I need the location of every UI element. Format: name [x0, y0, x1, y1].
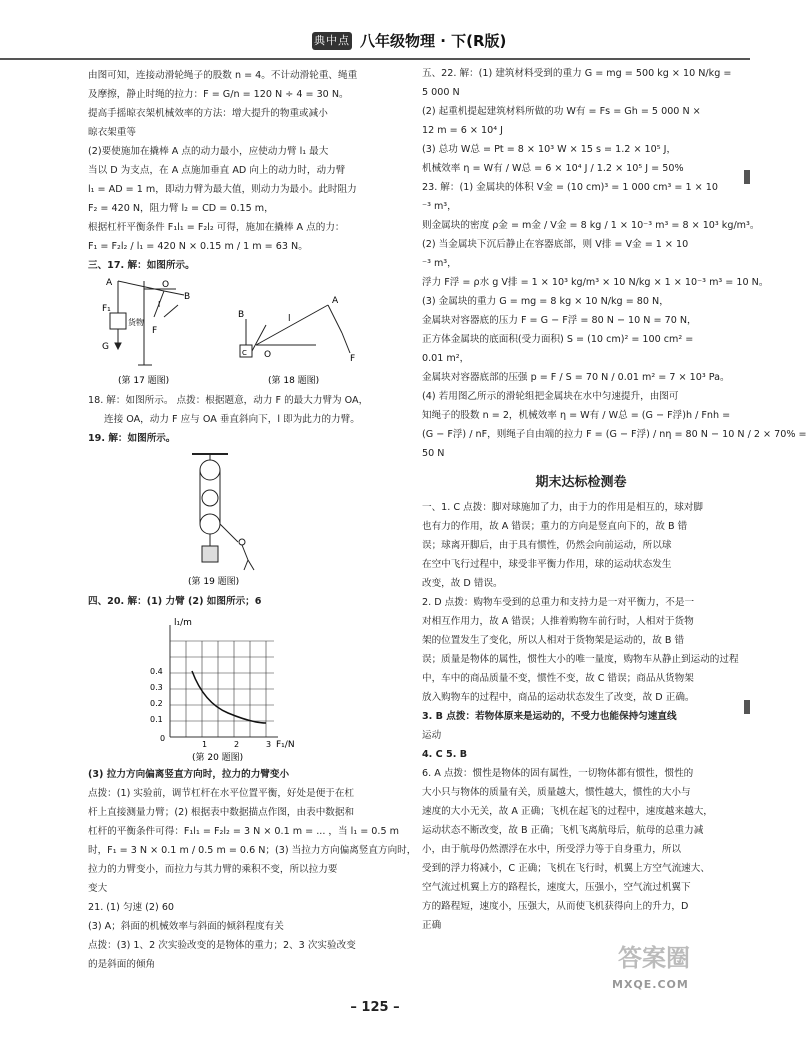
answer-line: 一、1. C 点拨：脚对球施加了力，由于力的作用是相互的，球对脚 [422, 502, 703, 513]
fig20-curve [192, 671, 266, 723]
fig19-caption: (第 19 题图) [188, 577, 240, 587]
fig18-caption: (第 18 题图) [268, 376, 320, 386]
note-line: 杆上直接测量力臂；(2) 根据表中数据描点作图，由表中数据和 [88, 807, 355, 818]
fig17-caption: (第 17 题图) [118, 376, 170, 386]
answer-line: 受到的浮力将减小，C 正确；飞机在飞行时，机翼上方空气流速大、 [422, 863, 710, 874]
answer-line: 4. C 5. B [422, 749, 468, 760]
note-line: 拉力的力臂变小，而拉力与其力臂的乘积不变，所以拉力要 [88, 864, 338, 875]
fig17-label: B [184, 292, 191, 302]
text-line: l₁ = AD = 1 m，即动力臂为最大值，则动力为最小。此时阻力 [88, 184, 357, 195]
fig17-label: G [102, 342, 109, 352]
text-line: 提高手摇晾衣架机械效率的方法：增大提升的物重或减小 [88, 108, 328, 119]
text-line: (2) 当金属块下沉后静止在容器底部，则 V排 = V金 = 1 × 10 [422, 239, 689, 250]
answer-line: 方的路程短，速度小，压强大，从而使飞机获得向上的升力，D [422, 901, 689, 912]
text-line: (3) 金属块的重力 G = mg = 8 kg × 10 N/kg = 80 N， [422, 296, 669, 307]
answer-line: 运动 [422, 730, 442, 741]
fig20-ytick: 0 [160, 734, 166, 743]
question-19: 19. 解：如图所示。 [88, 433, 176, 444]
fig17-label: O [162, 280, 170, 290]
answer-line: 中，车中的商品质量不变，惯性不变，故 C 错误；商品从货物架 [422, 673, 694, 684]
answer-line: 误；球离开脚后，由于具有惯性，仍然会向前运动，所以球 [422, 540, 672, 551]
answer-line: 运动状态不断改变，故 B 正确；飞机飞离航母后，航母的总重力减 [422, 825, 704, 836]
answer-line: 大小只与物体的质量有关，质量越大，惯性越大，惯性的大小与 [422, 787, 691, 798]
answer-line: 空气流过机翼上方的路程长，速度大，压强小，空气流过机翼下 [422, 882, 691, 893]
text-line: (3) 拉力方向偏离竖直方向时，拉力的力臂变小 [88, 769, 290, 780]
fig17-label: F₁ [102, 304, 111, 314]
answer-line: 放入购物车的过程中，商品的运动状态发生了改变，故 D 正确。 [422, 692, 695, 703]
answer-line: 2. D 点拨：购物车受到的总重力和支持力是一对平衡力，不是一 [422, 597, 695, 608]
fig17-label: 货物 [128, 318, 144, 327]
question-18: 18. 解：如图所示。 点拨：根据题意，动力 F 的最大力臂为 OA， [88, 395, 369, 406]
text-line: 浮力 F浮 = ρ水 g V排 = 1 × 10³ kg/m³ × 10 N/kg × 1 × 10⁻³ m³ = 10 N。 [422, 277, 769, 288]
text-line: ⁻³ m³， [422, 201, 457, 212]
text-line: (3) A；斜面的机械效率与斜面的倾斜程度有关 [88, 921, 284, 932]
text-line: ⁻³ m³， [422, 258, 457, 269]
question-22: 五、22. 解：(1) 建筑材料受到的重力 G = mg = 500 kg × 10 N/kg = [422, 68, 732, 79]
fig20-xtick: 3 [266, 740, 272, 749]
text-line: 机械效率 η = W有 / W总 = 6 × 10⁴ J / 1.2 × 10⁵ J = 50% [422, 163, 684, 174]
fig18-label: O [264, 350, 272, 360]
right-column [422, 64, 807, 935]
page-edge-mark [744, 700, 750, 714]
text-line: (3) 总功 W总 = Pt = 8 × 10³ W × 15 s = 1.2 × 10⁵ J， [422, 144, 677, 155]
question-21: 21. (1) 匀速 (2) 60 [88, 902, 175, 913]
text-line: 金属块对容器底部的压强 p = F / S = 70 N / 0.01 m² = 7 × 10³ Pa。 [422, 372, 730, 383]
fig18-label: C [242, 349, 247, 357]
answer-line: 架的位置发生了变化，所以人相对于货物架是运动的，故 B 错 [422, 635, 685, 646]
fig20-ytick: 0.3 [150, 683, 163, 692]
fig20-xtick: 2 [234, 740, 240, 749]
fig20-xtick: 1 [202, 740, 208, 749]
text-line: (G − F浮) / nF，则绳子自由端的拉力 F = (G − F浮) / nη = 80 N − 10 N / 2 × 70% = [422, 429, 807, 440]
fig17-label: l [158, 300, 161, 309]
fig20-ylabel: l₁/m [174, 618, 192, 628]
figure-17-18-svg [88, 277, 386, 389]
answer-line: 对相互作用力，故 A 错误；人推着购物车前行时，人相对于货物 [422, 616, 694, 627]
watermark-text: MXQE.COM [612, 978, 689, 991]
page-header [0, 0, 750, 60]
text-line: 正方体金属块的底面积(受力面积) S = (10 cm)² = 100 cm² = [422, 334, 694, 345]
text-line: 及摩擦，静止时绳的拉力：F = G/n = 120 N ÷ 4 = 30 N。 [88, 89, 349, 100]
figure-17 [110, 281, 184, 365]
figure-19 [88, 450, 386, 590]
fig18-label: l [288, 314, 291, 324]
text-line: 知绳子的股数 n = 2，机械效率 η = W有 / W总 = (G − F浮)h / Fnh = [422, 410, 731, 421]
fig17-label: A [106, 278, 113, 288]
note-line: 点拨：(1) 实验前，调节杠杆在水平位置平衡，好处是便于在杠 [88, 788, 355, 799]
answer-line: 6. A 点拨：惯性是物体的固有属性，一切物体都有惯性，惯性的 [422, 768, 694, 779]
page-edge-mark [744, 170, 750, 184]
watermark-logo: 答案圈 [618, 943, 690, 972]
fig18-label: F [350, 354, 356, 364]
text-line: 则金属块的密度 ρ金 = m金 / V金 = 8 kg / 1 × 10⁻³ m³ = 8 × 10³ kg/m³。 [422, 220, 760, 231]
page-title: 八年级物理 · 下(R版) [360, 32, 507, 50]
figure-18 [240, 305, 350, 357]
answer-line: 误；质量是物体的属性，惯性大小的唯一量度，购物车从静止到运动的过程 [422, 654, 739, 665]
fig20-caption: (第 20 题图) [192, 753, 244, 763]
text-line: 根据杠杆平衡条件 F₁l₁ = F₂l₂ 可得，施加在撬棒 A 点的力： [88, 222, 345, 233]
left-column [88, 66, 417, 974]
text-line: 12 m = 6 × 10⁴ J [422, 125, 503, 136]
note-line: 变大 [88, 883, 108, 894]
answer-line: 3. B 点拨：若物体原来是运动的，不受力也能保持匀速直线 [422, 711, 677, 722]
fig20-ytick: 0.4 [150, 667, 163, 676]
answer-line: 也有力的作用，故 A 错误；重力的方向是竖直向下的，故 B 错 [422, 521, 688, 532]
text-line: (2)要使施加在撬棒 A 点的动力最小，应使动力臂 l₁ 最大 [88, 146, 329, 157]
answer-line: 在空中飞行过程中，球受非平衡力作用，球的运动状态发生 [422, 559, 672, 570]
text-line: F₁ = F₂l₂ / l₁ = 420 N × 0.15 m / 1 m = 63 N。 [88, 241, 308, 252]
text-line: (2) 起重机提起建筑材料所做的功 W有 = Fs = Gh = 5 000 N × [422, 106, 701, 117]
answer-line: 正确 [422, 920, 442, 931]
text-line: 50 N [422, 448, 445, 459]
question-17: 三、17. 解：如图所示。 [88, 260, 195, 271]
answer-line: 改变，故 D 错误。 [422, 578, 503, 589]
fig20-ytick: 0.1 [150, 715, 163, 724]
fig20-xlabel: F₁/N [276, 740, 295, 750]
brand-logo: 典中点 [312, 32, 352, 50]
answer-line: 小，由于航母仍然漂浮在水中，所受浮力等于自身重力，所以 [422, 844, 682, 855]
text-line: 金属块对容器底的压力 F = G − F浮 = 80 N − 10 N = 70 N， [422, 315, 697, 326]
fig18-label: A [332, 296, 339, 306]
fig18-label: B [238, 310, 245, 320]
note-line: 杠杆的平衡条件可得：F₁l₁ = F₂l₂ = 3 N × 0.1 m = ... ，当 l₁ = 0.5 m [88, 826, 399, 837]
figure-20-chart [88, 613, 386, 763]
fig17-label: F [152, 326, 158, 336]
note-line: 时，F₁ = 3 N × 0.1 m / 0.5 m = 0.6 N；(3) 当拉力方向偏离竖直方向时， [88, 845, 417, 856]
figures-17-18 [88, 277, 386, 389]
text-line: 晾衣架重等 [88, 127, 136, 138]
note-line: 点拨：(3) 1、2 次实验改变的是物体的重力；2、3 次实验改变 [88, 940, 356, 951]
answer-line: 速度的大小无关，故 A 正确；飞机在起飞的过程中，速度越来越大， [422, 806, 713, 817]
text-line: (4) 若用图乙所示的滑轮组把金属块在水中匀速提升，由图可 [422, 391, 679, 402]
text-line: 当以 D 为支点，在 A 点施加垂直 AD 向上的动力时，动力臂 [88, 165, 346, 176]
fig20-ytick: 0.2 [150, 699, 163, 708]
text-line: F₂ = 420 N，阻力臂 l₂ = CD = 0.15 m， [88, 203, 274, 214]
question-23: 23. 解：(1) 金属块的体积 V金 = (10 cm)³ = 1 000 cm³ = 1 × 10 [422, 182, 718, 193]
text-line: 由图可知，连接动滑轮绳子的股数 n = 4。不计动滑轮重、绳重 [88, 70, 358, 81]
text-line: 连接 OA，动力 F 应与 OA 垂直斜向下，l 即为此力的力臂。 [104, 414, 360, 425]
question-20: 四、20. 解：(1) 力臂 (2) 如图所示；6 [88, 596, 262, 607]
note-line: 的是斜面的倾角 [88, 959, 156, 970]
page-number: – 125 – [350, 1000, 400, 1015]
text-line: 0.01 m²， [422, 353, 470, 364]
text-line: 5 000 N [422, 87, 460, 98]
section-title: 期末达标检测卷 [535, 475, 627, 490]
